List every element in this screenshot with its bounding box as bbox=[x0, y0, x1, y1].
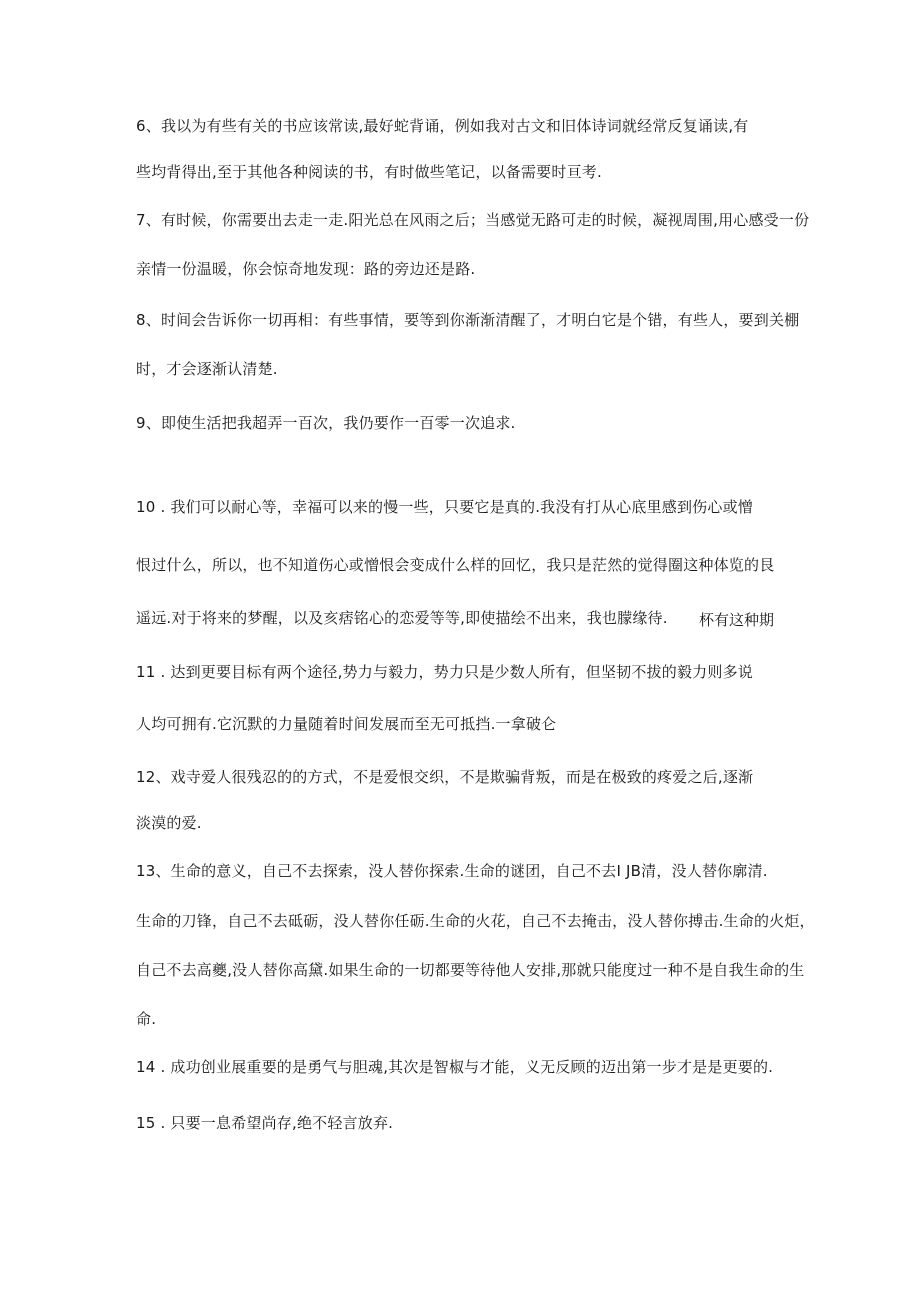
paragraph-13-line-4: 命. bbox=[136, 1010, 157, 1028]
paragraph-7-line-1: 7、有时候，你需要出去走一走.阳光总在风雨之后；当感觉无路可走的时候，凝视周围,用心感受一份 bbox=[136, 211, 810, 229]
paragraph-6-line-1: 6、我以为有些有关的书应该常读,最好蛇背诵，例如我对古文和旧体诗词就经常反复诵读,有 bbox=[136, 117, 749, 135]
paragraph-12-line-2: 淡漠的爱. bbox=[136, 814, 202, 832]
paragraph-8-line-2: 时，才会逐渐认清楚. bbox=[136, 360, 278, 378]
paragraph-11-line-1: 11 . 达到更要目标有两个途径,势力与毅力，势力只是少数人所有，但坚韧不拔的毅力则多说 bbox=[136, 663, 753, 681]
paragraph-13-line-2: 生命的刀锋，自己不去砥砺，没人替你任砺.生命的火花，自己不去掩击，没人替你搏击.生命的火炬， bbox=[136, 912, 815, 930]
paragraph-15-line-1: 15 . 只要一息希望尚存,绝不轻言放弃. bbox=[136, 1114, 394, 1132]
paragraph-10-side-note: 杯有这种期 bbox=[699, 611, 775, 629]
paragraph-14-line-1: 14 . 成功创业展重要的是勇气与胆魂,其次是智椒与才能，义无反顾的迈出第一步才是是更要的. bbox=[136, 1058, 774, 1076]
paragraph-11-line-2: 人均可拥有.它沉默的力量随着时间发展而至无可抵挡.一拿破仑 bbox=[136, 715, 557, 733]
paragraph-6-line-2: 些均背得出,至于其他各种阅读的书，有时做些笔记，以备需要时亘考. bbox=[136, 163, 602, 181]
paragraph-13-line-1: 13、生命的意义，自己不去探索，没人替你探索.生命的谜团，自己不去I JB清，没人替你廓清. bbox=[136, 862, 768, 880]
paragraph-10-line-2: 恨过什么，所以，也不知道伤心或憎恨会变成什么样的回忆，我只是茫然的觉得圈这种体览的艮 bbox=[136, 556, 775, 574]
paragraph-7-line-2: 亲情一份温暖，你会惊奇地发现：路的旁边还是路. bbox=[136, 260, 476, 278]
paragraph-10-line-3: 遥远.对于将来的梦醒，以及亥痞铭心的恋爱等等,即使描绘不出来，我也朦缘待. bbox=[136, 609, 668, 627]
paragraph-9-line-1: 9、即使生活把我超弄一百次，我仍要作一百零一次追求. bbox=[136, 414, 516, 432]
paragraph-8-line-1: 8、时间会告诉你一切再相：有些事情，要等到你渐渐清醒了，才明白它是个错，有些人，要到关棚 bbox=[136, 311, 800, 329]
paragraph-12-line-1: 12、戏寺爱人很残忍的的方式，不是爱恨交织，不是欺骗背叛，而是在极致的疼爱之后,逐渐 bbox=[136, 768, 754, 786]
paragraph-10-line-1: 10 . 我们可以耐心等，幸福可以来的慢一些，只要它是真的.我没有打从心底里感到伤心或憎 bbox=[136, 498, 753, 516]
paragraph-13-line-3: 自己不去高夔,没人替你高黛.如果生命的一切都要等待他人安排,那就只能度过一种不是自我生命的生 bbox=[136, 961, 805, 979]
